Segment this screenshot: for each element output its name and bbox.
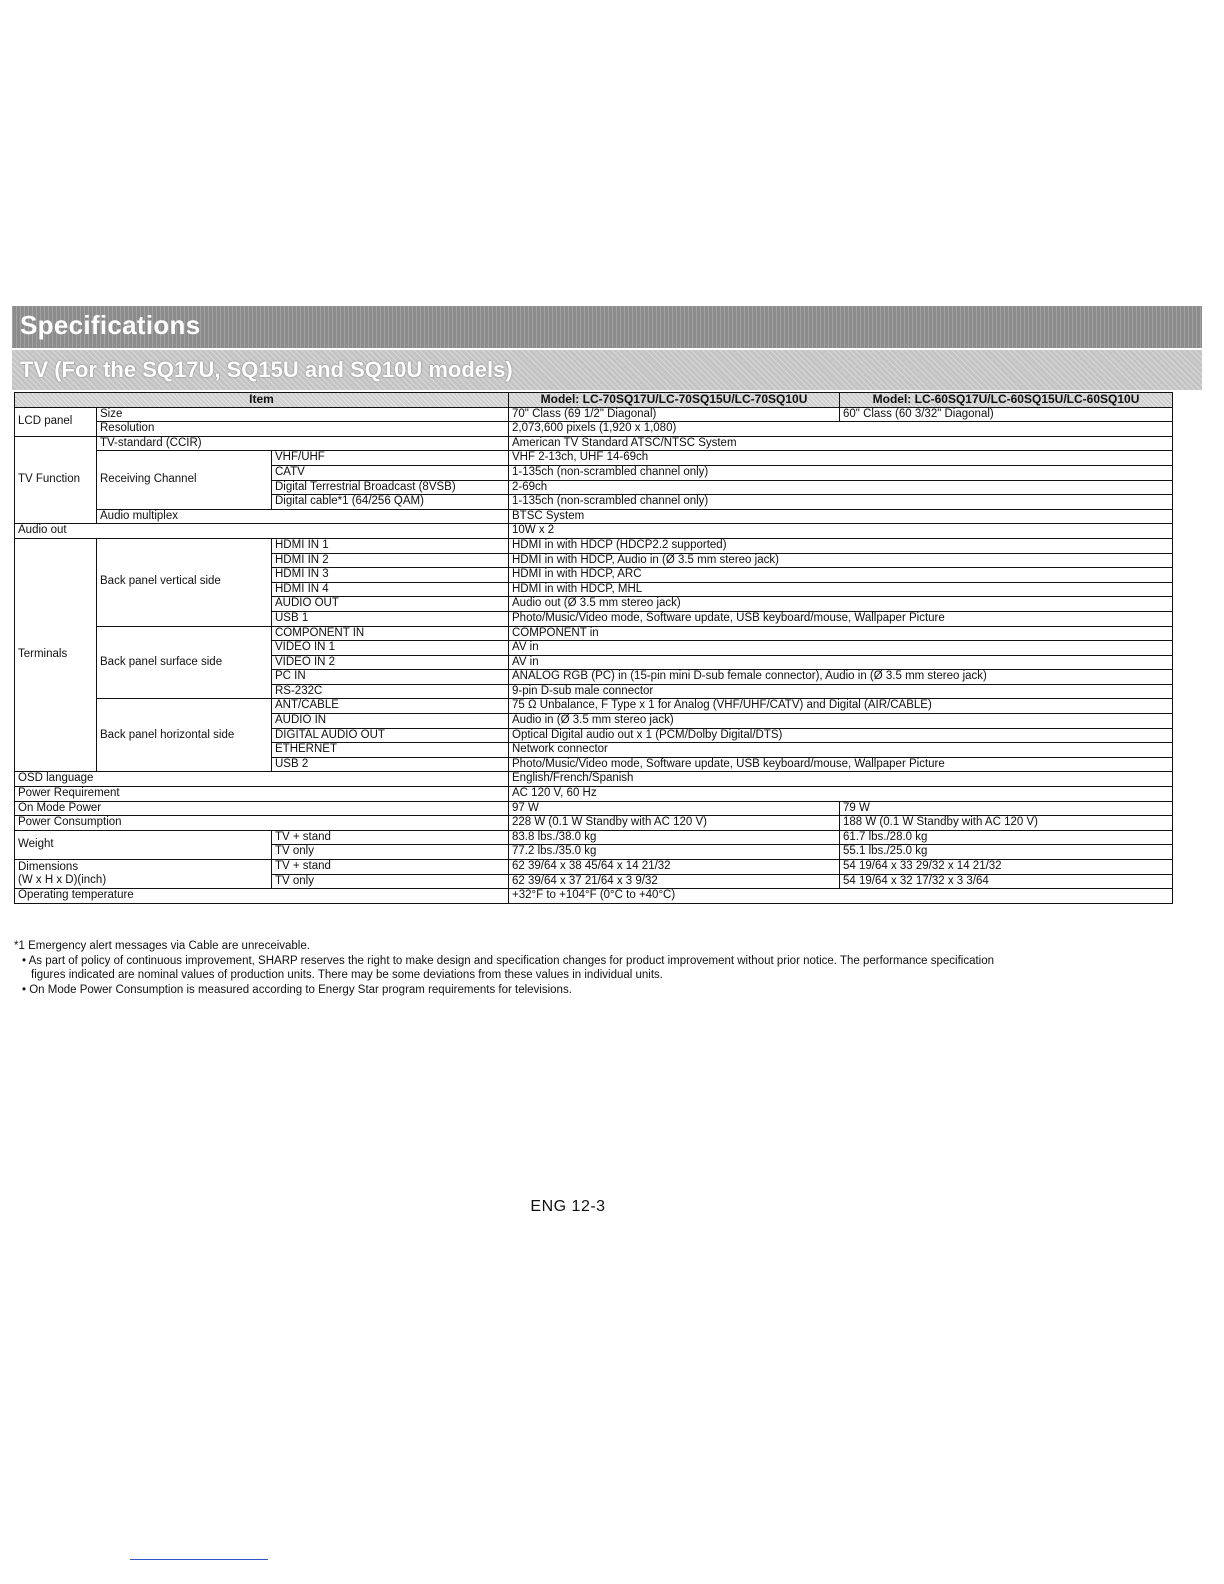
terminal-port: PC IN bbox=[272, 670, 509, 685]
model-70-header: Model: LC-70SQ17U/LC-70SQ15U/LC-70SQ10U bbox=[509, 393, 840, 408]
terminal-desc: 9-pin D-sub male connector bbox=[509, 684, 1173, 699]
table-row bbox=[15, 801, 1173, 816]
terminal-port: HDMI IN 1 bbox=[272, 538, 509, 553]
table-row bbox=[15, 436, 1173, 451]
page-title: Specifications bbox=[20, 310, 201, 340]
table-row bbox=[15, 772, 1173, 787]
dimensions-only-70: 62 39/64 x 37 21/64 x 3 9/32 bbox=[509, 874, 840, 889]
dimensions-only-label: TV only bbox=[272, 874, 509, 889]
terminal-port: RS-232C bbox=[272, 684, 509, 699]
dimensions-label-line1: Dimensions bbox=[18, 860, 79, 873]
on-mode-power-60: 79 W bbox=[840, 801, 1173, 816]
dimensions-label bbox=[15, 860, 272, 889]
terminal-desc: Network connector bbox=[509, 743, 1173, 758]
terminal-desc: HDMI in with HDCP, MHL bbox=[509, 582, 1173, 597]
table-row bbox=[15, 889, 1173, 904]
table-row bbox=[15, 699, 1173, 714]
weight-label: Weight bbox=[15, 830, 272, 859]
resolution-label: Resolution bbox=[97, 422, 509, 437]
terminal-desc: AV in bbox=[509, 655, 1173, 670]
weight-stand-label: TV + stand bbox=[272, 830, 509, 845]
vhf-uhf-label: VHF/UHF bbox=[272, 451, 509, 466]
on-mode-power-label: On Mode Power bbox=[15, 801, 509, 816]
table-row bbox=[15, 830, 1173, 845]
terminal-port: HDMI IN 4 bbox=[272, 582, 509, 597]
digital-terrestrial-label: Digital Terrestrial Broadcast (8VSB) bbox=[272, 480, 509, 495]
digital-cable-value: 1-135ch (non-scrambled channel only) bbox=[509, 495, 1173, 510]
terminal-desc: Audio in (Ø 3.5 mm stereo jack) bbox=[509, 714, 1173, 729]
terminal-desc: HDMI in with HDCP, ARC bbox=[509, 568, 1173, 583]
terminal-port: VIDEO IN 1 bbox=[272, 641, 509, 656]
page-number: ENG 12-3 bbox=[530, 1198, 606, 1215]
terminal-desc: HDMI in with HDCP (HDCP2.2 supported) bbox=[509, 538, 1173, 553]
terminal-port: DIGITAL AUDIO OUT bbox=[272, 728, 509, 743]
table-row bbox=[15, 407, 1173, 422]
receiving-channel-label: Receiving Channel bbox=[97, 451, 272, 509]
terminal-port: AUDIO OUT bbox=[272, 597, 509, 612]
table-row bbox=[15, 524, 1173, 539]
note-bullet-2: • On Mode Power Consumption is measured according to Energy Star program requirements for televisions. bbox=[22, 983, 572, 996]
weight-only-label: TV only bbox=[272, 845, 509, 860]
weight-stand-70: 83.8 lbs./38.0 kg bbox=[509, 830, 840, 845]
table-row bbox=[15, 538, 1173, 553]
terminal-desc: AV in bbox=[509, 641, 1173, 656]
power-consumption-60: 188 W (0.1 W Standby with AC 120 V) bbox=[840, 816, 1173, 831]
note-bullet-1-continued: figures indicated are nominal values of production units. There may be some deviations from these values in individual units. bbox=[31, 969, 663, 981]
audio-out-label: Audio out bbox=[15, 524, 509, 539]
digital-cable-label: Digital cable*1 (64/256 QAM) bbox=[272, 495, 509, 510]
terminal-port: VIDEO IN 2 bbox=[272, 655, 509, 670]
power-consumption-label: Power Consumption bbox=[15, 816, 509, 831]
terminal-port: USB 1 bbox=[272, 611, 509, 626]
surface-side-label: Back panel surface side bbox=[97, 626, 272, 699]
on-mode-power-70: 97 W bbox=[509, 801, 840, 816]
audio-out-value: 10W x 2 bbox=[509, 524, 1173, 539]
terminal-desc: Optical Digital audio out x 1 (PCM/Dolby Digital/DTS) bbox=[509, 728, 1173, 743]
terminal-port: ETHERNET bbox=[272, 743, 509, 758]
tv-standard-label: TV-standard (CCIR) bbox=[97, 436, 509, 451]
item-header: Item bbox=[15, 393, 509, 408]
terminal-port: AUDIO IN bbox=[272, 714, 509, 729]
terminal-port: ANT/CABLE bbox=[272, 699, 509, 714]
osd-language-value: English/French/Spanish bbox=[509, 772, 1173, 787]
dimensions-stand-70: 62 39/64 x 38 45/64 x 14 21/32 bbox=[509, 860, 840, 875]
catv-label: CATV bbox=[272, 465, 509, 480]
audio-multiplex-label: Audio multiplex bbox=[97, 509, 509, 524]
specifications-banner bbox=[12, 306, 1202, 348]
digital-terrestrial-value: 2-69ch bbox=[509, 480, 1173, 495]
table-row bbox=[15, 787, 1173, 802]
operating-temperature-label: Operating temperature bbox=[15, 889, 509, 904]
table-header-row bbox=[15, 393, 1173, 408]
section-banner bbox=[12, 350, 1202, 390]
terminal-port: COMPONENT IN bbox=[272, 626, 509, 641]
size-70-value: 70" Class (69 1/2" Diagonal) bbox=[509, 407, 840, 422]
tv-function-label: TV Function bbox=[15, 436, 97, 524]
audio-multiplex-value: BTSC System bbox=[509, 509, 1173, 524]
size-label: Size bbox=[97, 407, 509, 422]
terminal-desc: Audio out (Ø 3.5 mm stereo jack) bbox=[509, 597, 1173, 612]
footnote: *1 Emergency alert messages via Cable are unreceivable. bbox=[14, 940, 310, 952]
terminals-label: Terminals bbox=[15, 538, 97, 772]
resolution-value: 2,073,600 pixels (1,920 x 1,080) bbox=[509, 422, 1173, 437]
vertical-side-label: Back panel vertical side bbox=[97, 538, 272, 626]
terminal-desc: ANALOG RGB (PC) in (15-pin mini D-sub female connector), Audio in (Ø 3.5 mm stereo jack) bbox=[509, 670, 1173, 685]
dimensions-only-60: 54 19/64 x 32 17/32 x 3 3/64 bbox=[840, 874, 1173, 889]
weight-stand-60: 61.7 lbs./28.0 kg bbox=[840, 830, 1173, 845]
table-row bbox=[15, 451, 1173, 466]
osd-language-label: OSD language bbox=[15, 772, 509, 787]
horizontal-side-label: Back panel horizontal side bbox=[97, 699, 272, 772]
dimensions-stand-label: TV + stand bbox=[272, 860, 509, 875]
terminal-port: USB 2 bbox=[272, 757, 509, 772]
note-bullet-1: • As part of policy of continuous improvement, SHARP reserves the right to make design and specification changes for product improvement without prior notice. The performance specification bbox=[22, 954, 995, 967]
terminal-desc: Photo/Music/Video mode, Software update, USB keyboard/mouse, Wallpaper Picture bbox=[509, 611, 1173, 626]
table-row bbox=[15, 816, 1173, 831]
table-row bbox=[15, 422, 1173, 437]
operating-temperature-value: +32°F to +104°F (0°C to +40°C) bbox=[509, 889, 1173, 904]
table-row bbox=[15, 626, 1173, 641]
weight-only-60: 55.1 lbs./25.0 kg bbox=[840, 845, 1173, 860]
power-requirement-value: AC 120 V, 60 Hz bbox=[509, 787, 1173, 802]
lcd-panel-label: LCD panel bbox=[15, 407, 97, 436]
power-requirement-label: Power Requirement bbox=[15, 787, 509, 802]
terminal-port: HDMI IN 2 bbox=[272, 553, 509, 568]
notes bbox=[14, 939, 1164, 997]
table-row bbox=[15, 860, 1173, 875]
terminal-desc: 75 Ω Unbalance, F Type x 1 for Analog (VHF/UHF/CATV) and Digital (AIR/CABLE) bbox=[509, 699, 1173, 714]
terminal-port: HDMI IN 3 bbox=[272, 568, 509, 583]
terminal-desc: COMPONENT in bbox=[509, 626, 1173, 641]
specifications-table bbox=[14, 392, 1173, 904]
dimensions-label-line2: (W x H x D)(inch) bbox=[18, 874, 107, 887]
dimensions-stand-60: 54 19/64 x 33 29/32 x 14 21/32 bbox=[840, 860, 1173, 875]
table-row bbox=[15, 509, 1173, 524]
model-60-header: Model: LC-60SQ17U/LC-60SQ15U/LC-60SQ10U bbox=[840, 393, 1173, 408]
weight-only-70: 77.2 lbs./35.0 kg bbox=[509, 845, 840, 860]
size-60-value: 60" Class (60 3/32" Diagonal) bbox=[840, 407, 1173, 422]
power-consumption-70: 228 W (0.1 W Standby with AC 120 V) bbox=[509, 816, 840, 831]
terminal-desc: HDMI in with HDCP, Audio in (Ø 3.5 mm stereo jack) bbox=[509, 553, 1173, 568]
vhf-uhf-value: VHF 2-13ch, UHF 14-69ch bbox=[509, 451, 1173, 466]
link-underline[interactable] bbox=[130, 1559, 268, 1560]
section-title: TV (For the SQ17U, SQ15U and SQ10U models) bbox=[20, 357, 513, 382]
terminal-desc: Photo/Music/Video mode, Software update, USB keyboard/mouse, Wallpaper Picture bbox=[509, 757, 1173, 772]
catv-value: 1-135ch (non-scrambled channel only) bbox=[509, 465, 1173, 480]
tv-standard-value: American TV Standard ATSC/NTSC System bbox=[509, 436, 1173, 451]
